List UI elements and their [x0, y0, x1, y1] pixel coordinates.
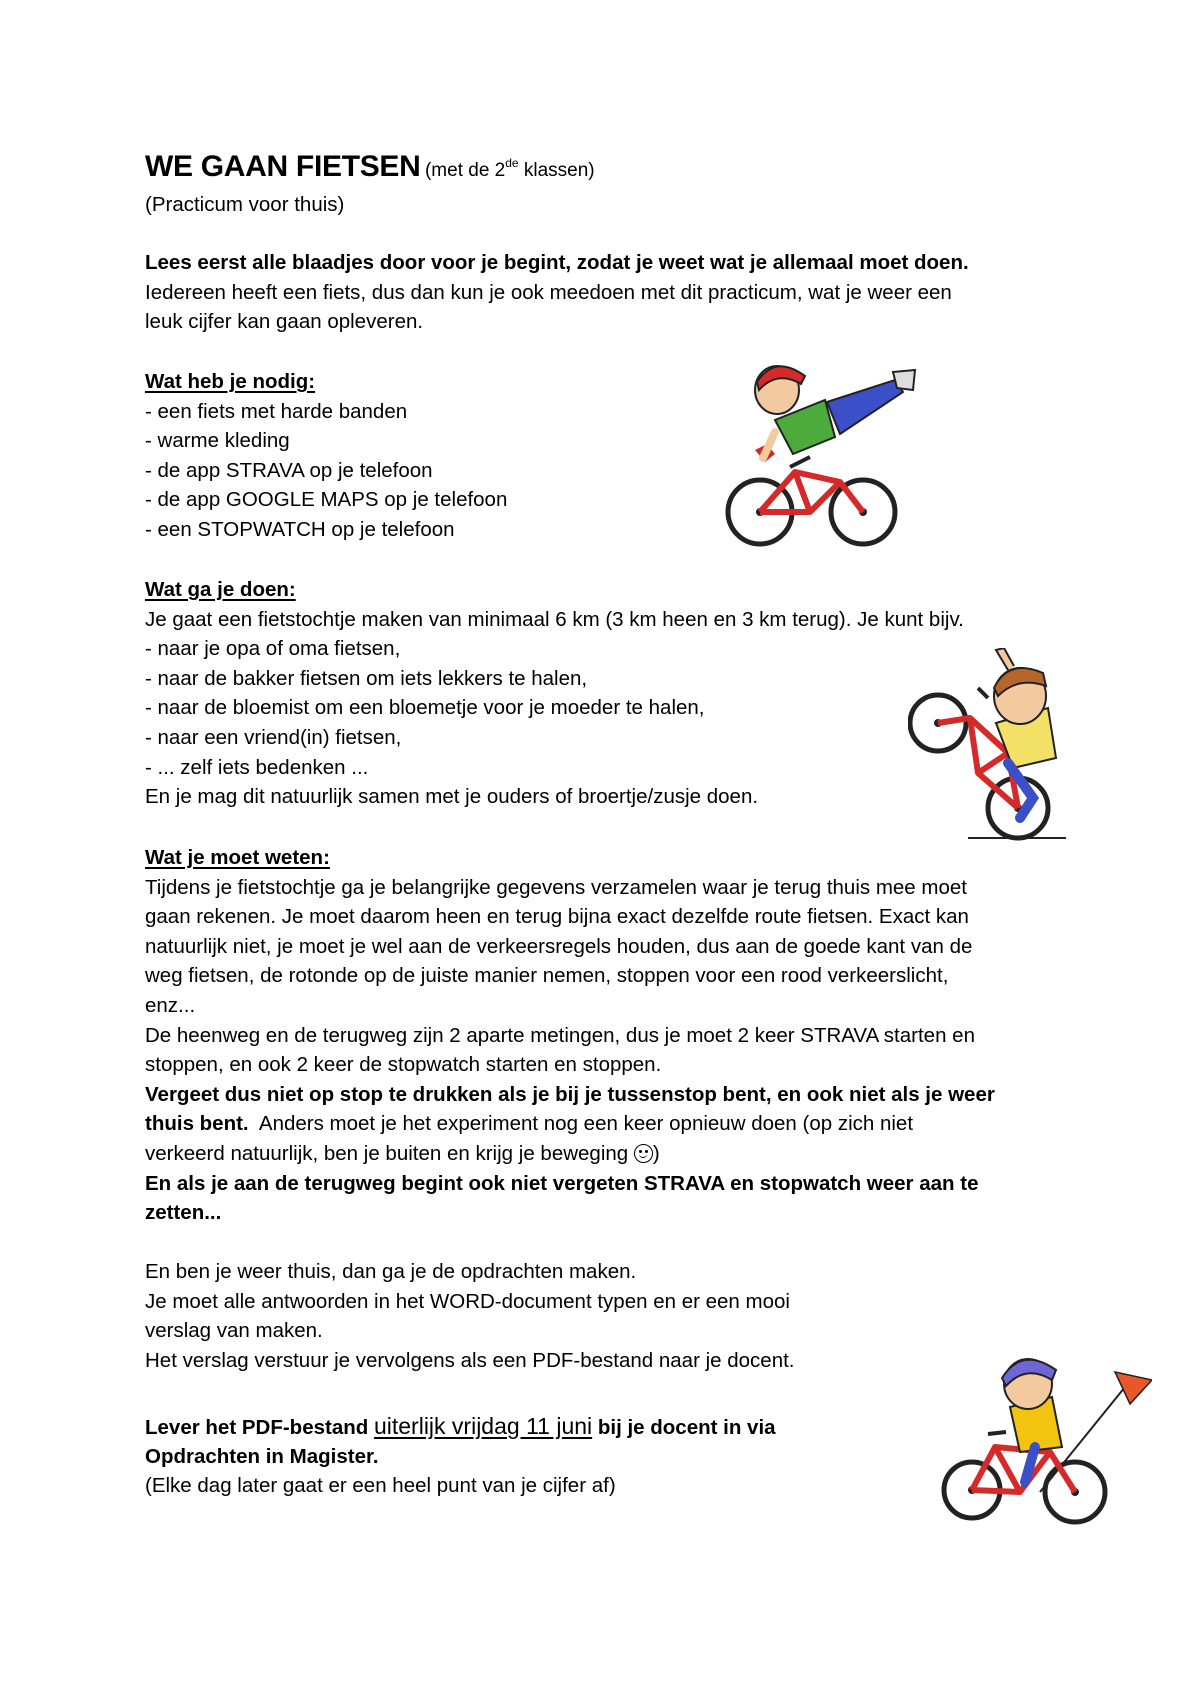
- warning-bold: zetten...: [145, 1201, 222, 1225]
- list-item: - een fiets met harde banden: [145, 399, 408, 423]
- list-item: - de app STRAVA op je telefoon: [145, 458, 433, 482]
- intro-bold: Lees eerst alle blaadjes door voor je begint, zodat je weet wat je allemaal moet doen.: [145, 251, 969, 274]
- doen-heading: Wat ga je doen:: [145, 578, 296, 601]
- cyclist-wheelie-illustration: [908, 648, 1066, 843]
- nodig-section: [145, 367, 507, 545]
- verkeerd-end: ): [652, 1141, 660, 1165]
- paragraph-line: natuurlijk niet, je moet je wel aan de verkeersregels houden, dus aan de goede kant van de: [145, 934, 973, 958]
- nodig-heading: Wat heb je nodig:: [145, 370, 316, 393]
- lever-post: bij je docent in via: [592, 1416, 776, 1439]
- deadline-emphasis: uiterlijk vrijdag 11 juni: [373, 1413, 593, 1439]
- paragraph-line: Het verslag verstuur je vervolgens als een PDF-bestand naar je docent.: [145, 1348, 795, 1372]
- practicum-subtitle: (Practicum voor thuis): [145, 193, 345, 216]
- paragraph-continuation: Anders moet je het experiment nog een keer opnieuw doen (op zich niet: [248, 1112, 914, 1136]
- lever-line2: Opdrachten in Magister.: [145, 1444, 379, 1468]
- intro-line: leuk cijfer kan gaan opleveren.: [145, 310, 424, 334]
- thuis-section: [145, 1257, 795, 1375]
- paragraph-line: Tijdens je fietstochtje ga je belangrijke gegevens verzamelen waar je terug thuis mee moet: [145, 875, 967, 899]
- title-sub-post: klassen): [518, 160, 595, 181]
- list-item: - de app GOOGLE MAPS op je telefoon: [145, 488, 508, 512]
- warning-bold-end: thuis bent.: [145, 1112, 249, 1136]
- smiley-icon: [634, 1144, 653, 1163]
- paragraph-line: De heenweg en de terugweg zijn 2 aparte metingen, dus je moet 2 keer STRAVA starten en: [145, 1023, 975, 1047]
- lever-line3: (Elke dag later gaat er een heel punt van je cijfer af): [145, 1474, 616, 1498]
- doen-section: [145, 575, 964, 812]
- warning-bold: Vergeet dus niet op stop te drukken als je bij je tussenstop bent, en ook niet als je weer: [145, 1082, 995, 1106]
- paragraph-line: verslag van maken.: [145, 1319, 323, 1343]
- list-item: - warme kleding: [145, 429, 290, 453]
- list-item: - naar de bakker fietsen om iets lekkers te halen,: [145, 666, 588, 690]
- cyclist-stunt-illustration: [715, 362, 925, 554]
- intro-block: [145, 248, 969, 337]
- list-item: - naar een vriend(in) fietsen,: [145, 725, 402, 749]
- paragraph-line: gaan rekenen. Je moet daarom heen en terug bijna exact dezelfde route fietsen. Exact kan: [145, 905, 969, 929]
- paragraph-line: weg fietsen, de rotonde op de juiste manier nemen, stoppen voor een rood verkeerslicht,: [145, 964, 949, 988]
- warning-bold: En als je aan de terugweg begint ook niet vergeten STRAVA en stopwatch weer aan te: [145, 1171, 979, 1195]
- paragraph-line: stoppen, en ook 2 keer de stopwatch starten en stoppen.: [145, 1053, 662, 1077]
- paragraph-line-mixed: [145, 1109, 995, 1139]
- intro-line: Iedereen heeft een fiets, dus dan kun je ook meedoen met dit practicum, wat je weer een: [145, 280, 952, 304]
- list-item: - naar je opa of oma fietsen,: [145, 637, 401, 661]
- doen-intro: Je gaat een fietstochtje maken van minimaal 6 km (3 km heen en 3 km terug). Je kunt bijv.: [145, 607, 964, 631]
- paragraph-line: En ben je weer thuis, dan ga je de opdrachten maken.: [145, 1260, 637, 1283]
- lever-line: [145, 1412, 776, 1442]
- list-item: - ... zelf iets bedenken ...: [145, 755, 369, 779]
- weten-section: [145, 843, 995, 1228]
- title-sub-pre: (met de 2: [424, 160, 506, 181]
- list-item: - een STOPWATCH op je telefoon: [145, 517, 455, 541]
- title-sup: de: [505, 156, 519, 170]
- paragraph-line: enz...: [145, 993, 196, 1017]
- child-cyclist-flag-illustration: [940, 1352, 1152, 1527]
- weten-heading: Wat je moet weten:: [145, 846, 330, 869]
- doen-outro: En je mag dit natuurlijk samen met je ouders of broertje/zusje doen.: [145, 785, 759, 809]
- page-title: [145, 150, 595, 184]
- list-item: - naar de bloemist om een bloemetje voor je moeder te halen,: [145, 696, 705, 720]
- title-main: WE GAAN FIETSEN: [145, 150, 421, 183]
- paragraph-line: Je moet alle antwoorden in het WORD-document typen en er een mooi: [145, 1289, 790, 1313]
- verkeerd-text: verkeerd natuurlijk, ben je buiten en krijg je beweging: [145, 1141, 634, 1165]
- paragraph-line-mixed: [145, 1139, 995, 1169]
- lever-pre: Lever het PDF-bestand: [145, 1416, 374, 1439]
- lever-section: [145, 1412, 776, 1501]
